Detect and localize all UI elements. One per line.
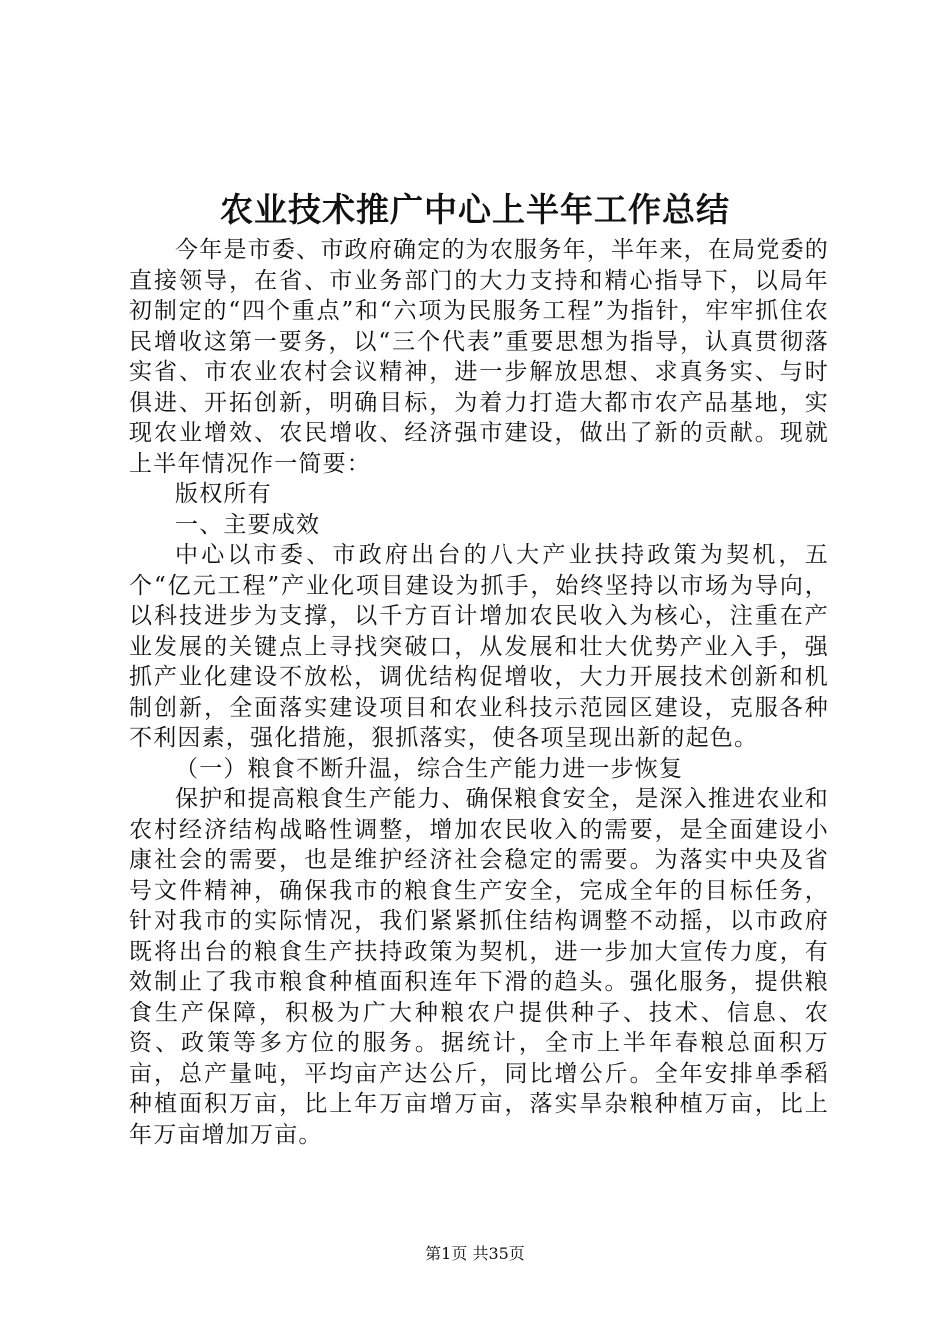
document-title: 农业技术推广中心上半年工作总结: [220, 190, 730, 229]
intro-paragraph: 今年是市委、市政府确定的为农服务年，半年来，在局党委的直接领导，在省、市业务部门的大力支持和精心指导下，以局年初制定的“四个重点”和“六项为民服务工程”为指针，牢牢抓住农民增收这第一要务，以“三个代表”重要思想为指导，认真贯彻落实省、市农业农村会议精神，进一步解放思想、求真务实、与时俱进、开拓创新，明确目标，为着力打造大都市农产品基地，实现农业增效、农民增收、经济强市建设，做出了新的贡献。现就上半年情况作一简要：: [129, 237, 829, 477]
main-results-paragraph: 中心以市委、市政府出台的八大产业扶持政策为契机，五个“亿元工程”产业化项目建设为抓手，始终坚持以市场为导向，以科技进步为支撑，以千方百计增加农民收入为核心，注重在产业发展的关键点上寻找突破口，从发展和壮大优势产业入手，强抓产业化建设不放松，调优结构促增收，大力开展技术创新和机制创新，全面落实建设项目和农业科技示范园区建设，克服各种不利因素，强化措施，狠抓落实，使各项呈现出新的起色。: [129, 542, 829, 751]
section-heading-main-results: 一、主要成效: [175, 511, 321, 538]
document-body: [129, 235, 829, 1150]
copyright-line: 版权所有: [175, 481, 272, 507]
subsection-heading-grain: （一）粮食不断升温，综合生产能力进一步恢复: [175, 755, 684, 782]
page-footer: 第1页 共35页: [425, 1244, 525, 1263]
grain-paragraph: 保护和提高粮食生产能力、确保粮食安全，是深入推进农业和农村经济结构战略性调整，增加农民收入的需要，是全面建设小康社会的需要，也是维护经济社会稳定的需要。为落实中央及省号文件精神，确保我市的粮食生产安全，完成全年的目标任务，针对我市的实际情况，我们紧紧抓住结构调整不动摇，以市政府既将出台的粮食生产扶持政策为契机，进一步加大宣传力度，有效制止了我市粮食种植面积连年下滑的趋头。强化服务，提供粮食生产保障，积极为广大种粮农户提供种子、技术、信息、农资、政策等多方位的服务。据统计，全市上半年春粮总面积万亩，总产量吨，平均亩产达公斤，同比增公斤。全年安排单季稻种植面积万亩，比上年万亩增万亩，落实旱杂粮种植万亩，比上年万亩增加万亩。: [129, 786, 829, 1148]
